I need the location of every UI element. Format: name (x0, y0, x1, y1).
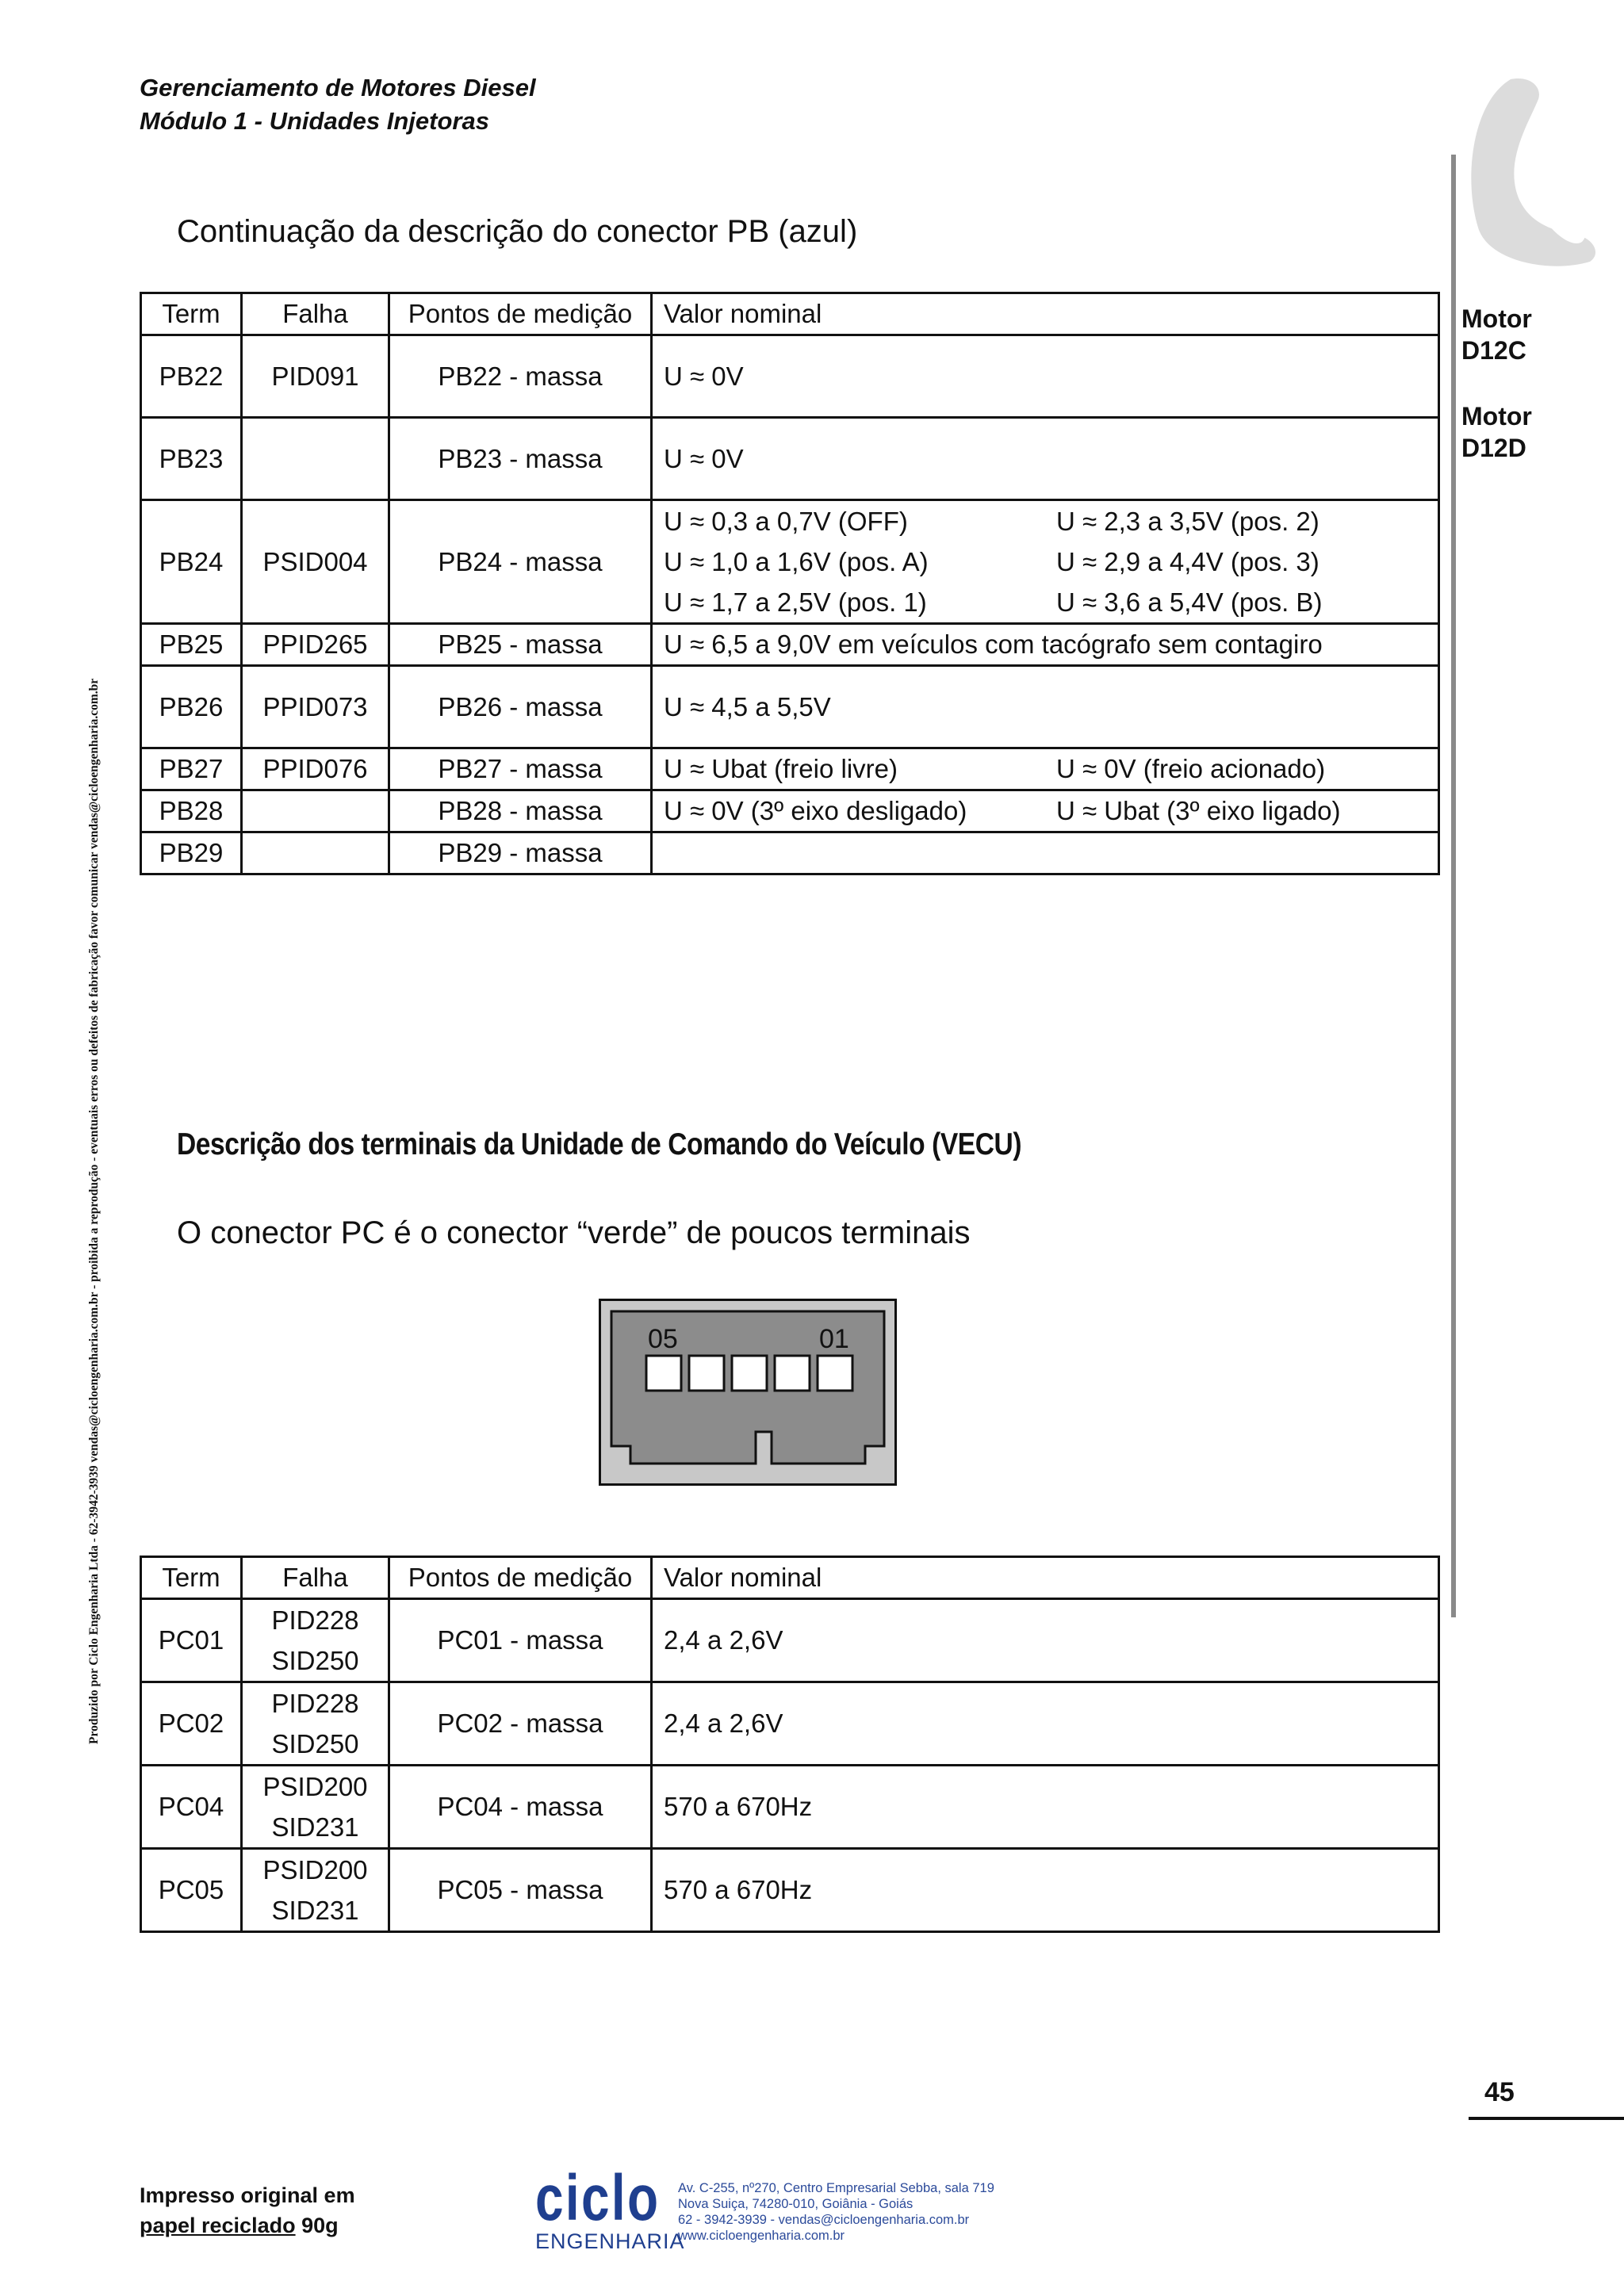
value-line (664, 582, 1427, 622)
address-line: www.cicloengenharia.com.br (678, 2229, 845, 2243)
table-row (141, 748, 1439, 790)
cell-valor: U ≈ 0V (652, 335, 1439, 418)
cell-ponto: PB22 - massa (389, 335, 652, 418)
cell-falha (242, 832, 389, 874)
value-a: U ≈ Ubat (freio livre) (664, 754, 898, 783)
page-number: 45 (1484, 2077, 1515, 2107)
table-row (141, 418, 1439, 500)
falha-code: SID250 (271, 1729, 359, 1758)
value-a: U ≈ 0V (3º eixo desligado) (664, 796, 967, 825)
section1-title: Continuação da descrição do conector PB (azul) (177, 214, 858, 249)
value-line (664, 754, 1427, 784)
cell-term: PB29 (141, 832, 242, 874)
footer-line2 (140, 2210, 355, 2241)
document-header (140, 71, 536, 138)
table-row (141, 624, 1439, 666)
connector-pin-04 (689, 1356, 724, 1391)
cell-ponto: PC01 - massa (389, 1599, 652, 1682)
cell-falha (242, 1682, 389, 1766)
connector-pin-03 (732, 1356, 767, 1391)
value-a: U ≈ 0,3 a 0,7V (OFF) (664, 507, 908, 536)
address-line: 62 - 3942-3939 - vendas@cicloengenharia.com.br (678, 2213, 970, 2227)
cell-falha: PPID265 (242, 624, 389, 666)
table-row (141, 1682, 1439, 1766)
section2-heading: Descrição dos terminais da Unidade de Comando do Veículo (VECU) (177, 1127, 1022, 1161)
cell-term: PC04 (141, 1766, 242, 1849)
table-row (141, 666, 1439, 748)
cell-falha: PPID073 (242, 666, 389, 748)
connector-pin-01 (818, 1356, 852, 1391)
cell-term: PB24 (141, 500, 242, 624)
falha-code: PSID200 (262, 1855, 368, 1885)
value-a: U ≈ 1,0 a 1,6V (pos. A) (664, 547, 929, 576)
table-row (141, 790, 1439, 832)
value-line (664, 501, 1427, 541)
cell-valor: 2,4 a 2,6V (652, 1682, 1439, 1766)
motor-tab-2 (1461, 400, 1532, 464)
motor-label: Motor (1461, 402, 1532, 430)
cell-valor (652, 500, 1439, 624)
header-title: Gerenciamento de Motores Diesel (140, 74, 536, 101)
cell-ponto: PB24 - massa (389, 500, 652, 624)
ciclo-swirl-logo (1455, 71, 1606, 277)
connector-pin-02 (775, 1356, 810, 1391)
cell-term: PC02 (141, 1682, 242, 1766)
cell-valor (652, 790, 1439, 832)
cell-falha: PPID076 (242, 748, 389, 790)
cell-ponto: PB23 - massa (389, 418, 652, 500)
cell-term: PB26 (141, 666, 242, 748)
table-row (141, 1599, 1439, 1682)
footer-address (678, 2180, 994, 2244)
cell-falha: PID091 (242, 335, 389, 418)
motor-label: Motor (1461, 304, 1532, 333)
cell-term: PC01 (141, 1599, 242, 1682)
header-valor: Valor nominal (652, 1557, 1439, 1599)
table-row (141, 832, 1439, 874)
motor-tab-1 (1461, 303, 1532, 366)
cell-valor (652, 748, 1439, 790)
falha-code: SID231 (271, 1896, 359, 1925)
cell-falha (242, 1849, 389, 1932)
pc-connector-diagram (599, 1299, 897, 1486)
cell-term: PB23 (141, 418, 242, 500)
table-row (141, 335, 1439, 418)
cell-falha: PSID004 (242, 500, 389, 624)
value-b: U ≈ 3,6 a 5,4V (pos. B) (1056, 587, 1323, 617)
cell-term: PB27 (141, 748, 242, 790)
motor-model: D12C (1461, 336, 1526, 365)
falha-code: PID228 (271, 1689, 359, 1718)
header-term: Term (141, 293, 242, 335)
value-b: U ≈ 2,3 a 3,5V (pos. 2) (1056, 507, 1320, 536)
table-header-row (141, 1557, 1439, 1599)
connector-label-05: 05 (648, 1324, 678, 1354)
cell-ponto: PC02 - massa (389, 1682, 652, 1766)
cell-falha (242, 1599, 389, 1682)
cell-term: PC05 (141, 1849, 242, 1932)
cell-ponto: PB27 - massa (389, 748, 652, 790)
falha-code: PID228 (271, 1605, 359, 1635)
cell-falha (242, 418, 389, 500)
cell-valor (652, 832, 1439, 874)
address-line: Nova Suiça, 74280-010, Goiânia - Goiás (678, 2197, 914, 2211)
side-divider (1451, 155, 1456, 1617)
footer-rest: 90g (295, 2214, 339, 2237)
footer-print-note (140, 2180, 355, 2241)
header-falha: Falha (242, 1557, 389, 1599)
cell-falha (242, 790, 389, 832)
value-a: U ≈ 1,7 a 2,5V (pos. 1) (664, 587, 927, 617)
cell-falha (242, 1766, 389, 1849)
header-pontos: Pontos de medição (389, 1557, 652, 1599)
header-subtitle: Módulo 1 - Unidades Injetoras (140, 107, 489, 135)
header-falha: Falha (242, 293, 389, 335)
header-pontos: Pontos de medição (389, 293, 652, 335)
cell-ponto: PB28 - massa (389, 790, 652, 832)
falha-code: PSID200 (262, 1772, 368, 1801)
header-valor: Valor nominal (652, 293, 1439, 335)
cell-term: PB22 (141, 335, 242, 418)
vertical-disclaimer: Produzido por Ciclo Engenharia Ltda - 62-3942-3939 vendas@cicloengenharia.com.br - proibida a reprodução - eventuais erros ou defeitos de fabricação favor comunicar vendas@cicloengenharia.com.br (87, 678, 101, 1744)
cell-valor: 570 a 670Hz (652, 1766, 1439, 1849)
cell-ponto: PB29 - massa (389, 832, 652, 874)
cell-term: PB28 (141, 790, 242, 832)
value-line (664, 541, 1427, 582)
cell-valor: U ≈ 6,5 a 9,0V em veículos com tacógrafo sem contagiro (652, 624, 1439, 666)
cell-ponto: PB26 - massa (389, 666, 652, 748)
pc-connector-table (140, 1556, 1440, 1933)
cell-valor: U ≈ 4,5 a 5,5V (652, 666, 1439, 748)
motor-model: D12D (1461, 434, 1526, 462)
footer-underlined: papel reciclado (140, 2214, 296, 2237)
table-row (141, 1766, 1439, 1849)
address-line: Av. C-255, nº270, Centro Empresarial Sebba, sala 719 (678, 2181, 994, 2195)
cell-valor: U ≈ 0V (652, 418, 1439, 500)
connector-pin-05 (646, 1356, 681, 1391)
cell-valor: 570 a 670Hz (652, 1849, 1439, 1932)
table-header-row (141, 293, 1439, 335)
falha-code: SID231 (271, 1812, 359, 1842)
table-row (141, 500, 1439, 624)
value-b: U ≈ Ubat (3º eixo ligado) (1056, 796, 1341, 825)
value-b: U ≈ 2,9 a 4,4V (pos. 3) (1056, 547, 1320, 576)
cell-valor: 2,4 a 2,6V (652, 1599, 1439, 1682)
cell-ponto: PB25 - massa (389, 624, 652, 666)
header-term: Term (141, 1557, 242, 1599)
value-b: U ≈ 0V (freio acionado) (1056, 754, 1326, 783)
value-line (664, 796, 1427, 826)
cell-ponto: PC05 - massa (389, 1849, 652, 1932)
cell-ponto: PC04 - massa (389, 1766, 652, 1849)
falha-code: SID250 (271, 1646, 359, 1675)
ciclo-logo-text: ciclo (535, 2162, 661, 2234)
table-row (141, 1849, 1439, 1932)
ciclo-logo-subtitle: ENGENHARIA (535, 2229, 685, 2253)
connector-label-01: 01 (819, 1324, 849, 1354)
section2-subtitle: O conector PC é o conector “verde” de poucos terminais (177, 1215, 971, 1250)
footer-line1: Impresso original em (140, 2183, 355, 2207)
cell-term: PB25 (141, 624, 242, 666)
page-number-rule (1469, 2117, 1624, 2120)
pb-connector-table (140, 292, 1440, 875)
